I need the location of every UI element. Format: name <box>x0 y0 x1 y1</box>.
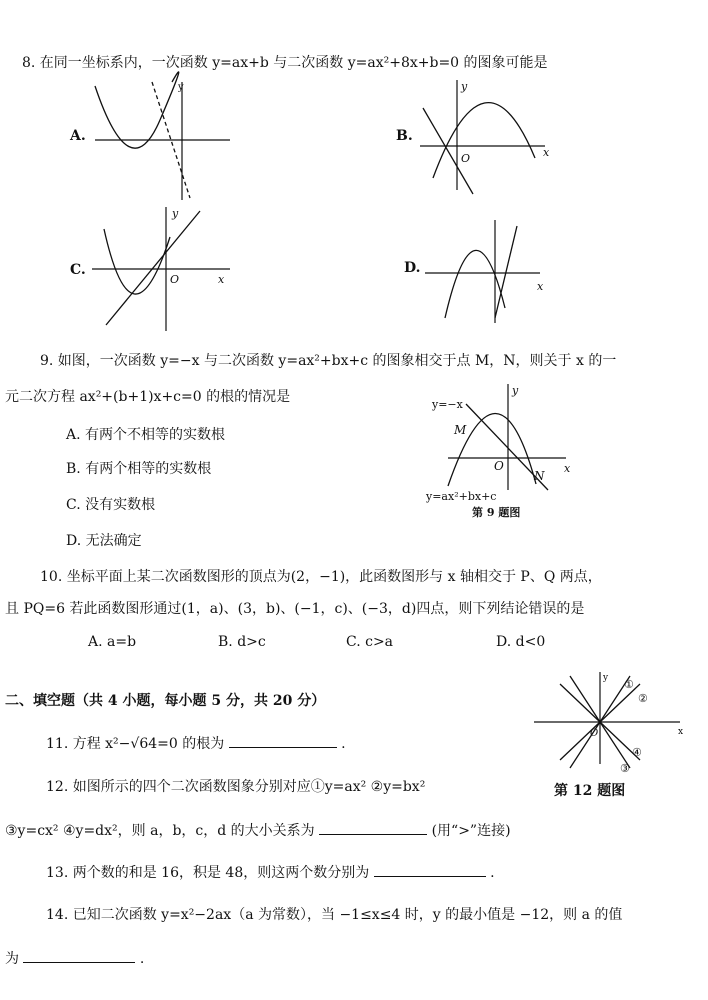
q12-mark-1: ① <box>624 678 634 691</box>
q8c-o: O <box>170 273 180 286</box>
q9-o: O <box>494 459 504 473</box>
q9-n: N <box>534 469 545 483</box>
q8-option-c: C. <box>70 262 86 278</box>
q9-line-label: y=−x <box>432 398 463 411</box>
q8-graph-d <box>425 218 565 328</box>
q10-stem-line1: 10. 坐标平面上某二次函数图形的顶点为(2，−1)，此函数图形与 x 轴相交于 P、Q 两点， <box>40 569 602 585</box>
q11-text: 11. 方程 x²−√64=0 的根为 <box>46 736 225 752</box>
q11-answer-blank[interactable] <box>229 733 337 748</box>
q12-line2-text: ③y=cx² ④y=dx²，则 a，b，c，d 的大小关系为 <box>5 823 315 839</box>
q9-stem-line1: 9. 如图，一次函数 y=−x 与二次函数 y=ax²+bx+c 的图象相交于点 M，N，则关于 x 的一 <box>40 353 617 369</box>
q12-line1: 12. 如图所示的四个二次函数图象分别对应①y=ax² ②y=bx² <box>46 779 426 795</box>
q13-answer-blank[interactable] <box>374 862 486 877</box>
q8-option-d: D. <box>404 260 421 276</box>
q10-stem-line2: 且 PQ=6 若此函数图形通过(1，a)、(3，b)、(−1，c)、(−3，d)四点，则下列结论错误的是 <box>5 601 585 617</box>
q13-text: 13. 两个数的和是 16，积是 48，则这两个数分别为 <box>46 865 370 881</box>
q12-mark-4: ④ <box>632 746 642 759</box>
q14-answer-blank[interactable] <box>23 948 135 963</box>
q12-mark-3: ③ <box>620 762 630 775</box>
q9-option-a: A. 有两个不相等的实数根 <box>66 427 226 443</box>
q12-x: x <box>678 727 684 737</box>
q8c-y: y <box>172 207 179 220</box>
q12-y: y <box>603 673 609 683</box>
q8a-y: y <box>178 82 184 93</box>
q8-option-a: A. <box>70 128 86 144</box>
q14-line1: 14. 已知二次函数 y=x²−2ax（a 为常数），当 −1≤x≤4 时，y 的最小值是 −12，则 a 的值 <box>46 907 623 923</box>
q12-line2 <box>5 820 511 840</box>
q13 <box>46 862 495 882</box>
q9-caption: 第 9 题图 <box>472 506 521 519</box>
q8-graph-a <box>90 80 250 210</box>
q9-m: M <box>454 423 467 437</box>
q12-o: O <box>590 728 599 739</box>
q9-option-d: D. 无法确定 <box>66 533 142 549</box>
q13-end: . <box>490 865 495 881</box>
q8c-x: x <box>218 273 225 286</box>
q8b-x: x <box>543 146 550 159</box>
q9-curve-label: y=ax²+bx+c <box>426 490 497 503</box>
q14-line2 <box>5 948 144 968</box>
q8-graph-c <box>92 205 242 335</box>
q11 <box>46 733 346 753</box>
q8-graph-b <box>415 78 565 198</box>
q12-line2-hint: (用“>”连接) <box>431 823 511 839</box>
q9-option-b: B. 有两个相等的实数根 <box>66 461 212 477</box>
q10-option-b: B. d>c <box>218 634 266 650</box>
section-2-title: 二、填空题（共 4 小题，每小题 5 分，共 20 分） <box>5 693 326 709</box>
q8b-y: y <box>461 80 468 93</box>
q10-option-c: C. c>a <box>346 634 394 650</box>
q8b-o: O <box>461 152 471 165</box>
q12-figure <box>530 672 690 782</box>
q12-mark-2: ② <box>638 692 648 705</box>
q10-option-a: A. a=b <box>88 634 137 650</box>
q8-stem: 8. 在同一坐标系内，一次函数 y=ax+b 与二次函数 y=ax²+8x+b=0 的图象可能是 <box>22 55 548 71</box>
q9-y: y <box>512 384 519 397</box>
q12-caption: 第 12 题图 <box>554 783 626 799</box>
q10-option-d: D. d<0 <box>496 634 546 650</box>
q14-line2-text: 为 <box>5 951 19 967</box>
q14-end: . <box>139 951 145 967</box>
q8-option-b: B. <box>396 128 413 144</box>
q9-stem-line2: 元二次方程 ax²+(b+1)x+c=0 的根的情况是 <box>5 389 291 405</box>
q11-end: . <box>341 736 346 752</box>
q8d-x: x <box>537 280 544 293</box>
q9-x: x <box>564 462 571 475</box>
q12-answer-blank[interactable] <box>319 820 427 835</box>
q9-figure <box>418 382 598 517</box>
q9-option-c: C. 没有实数根 <box>66 497 156 513</box>
